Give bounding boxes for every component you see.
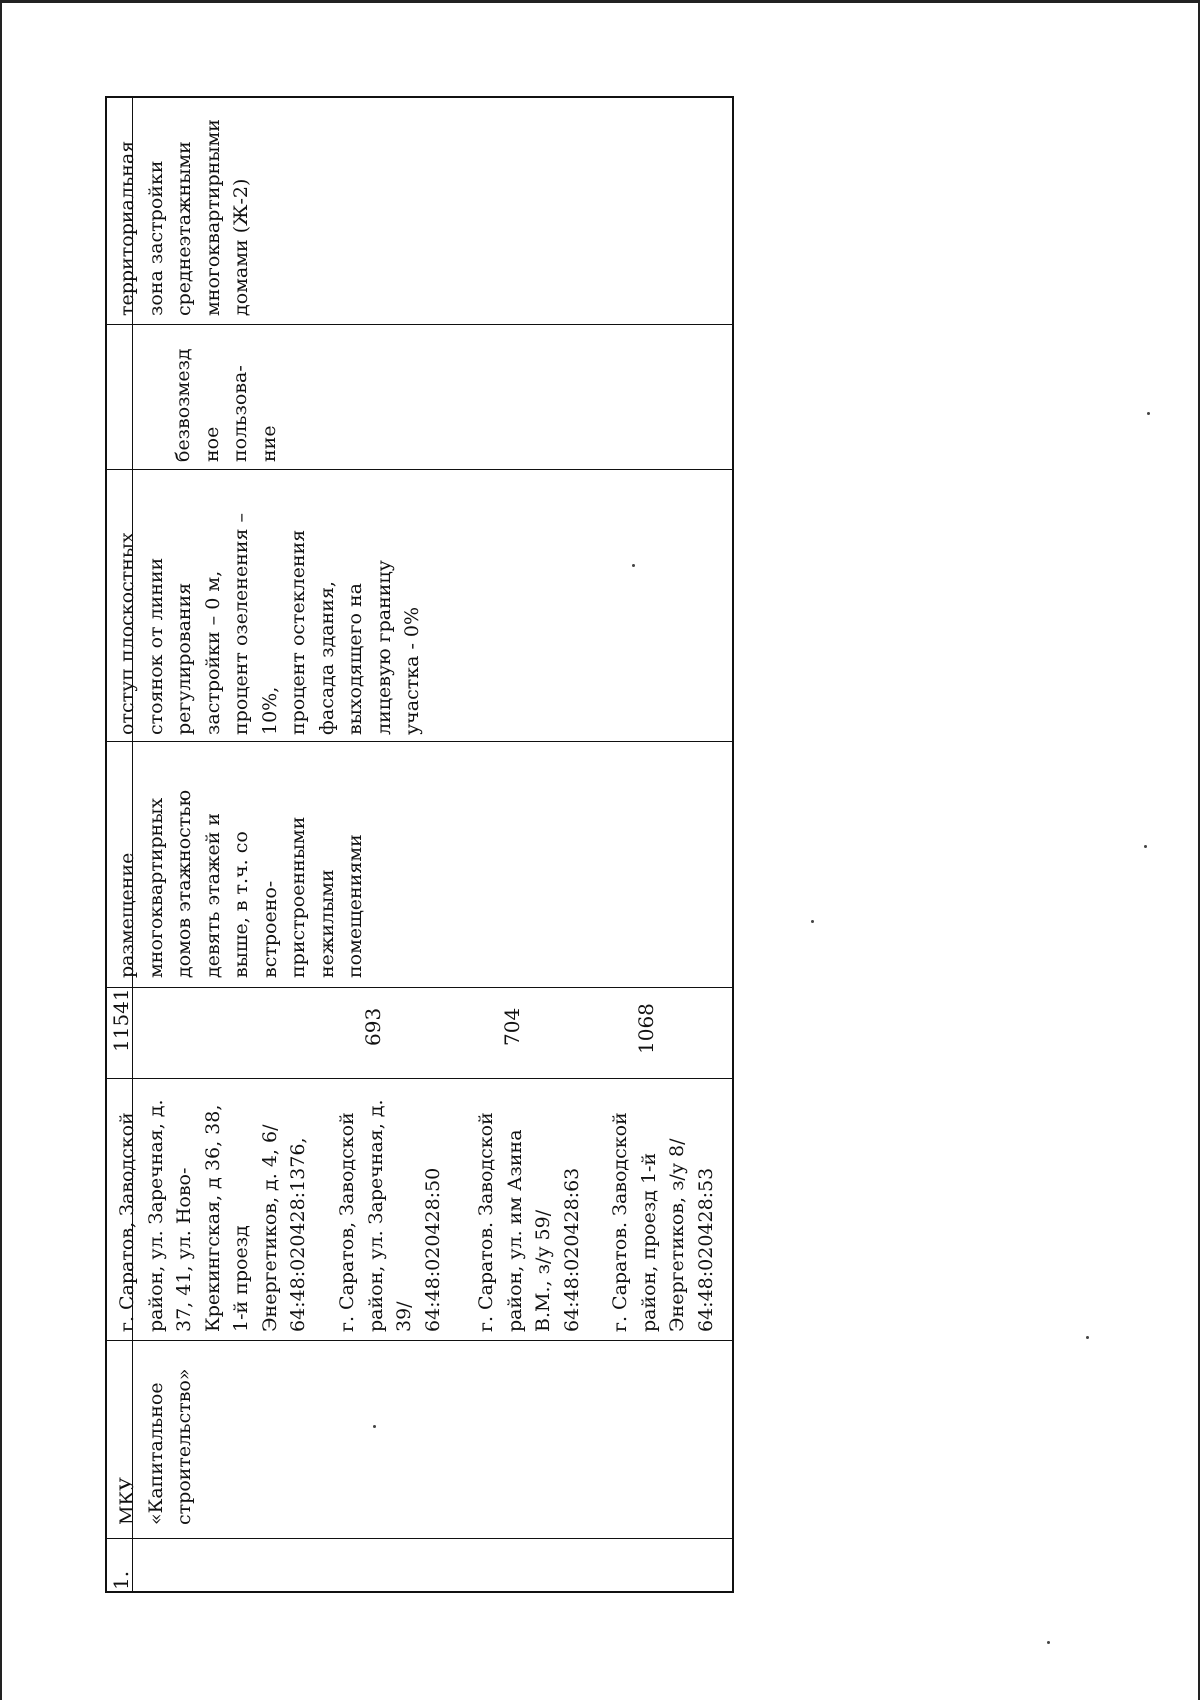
scan-speck bbox=[1144, 845, 1147, 848]
column-divider bbox=[105, 1340, 734, 1341]
scan-speck bbox=[632, 564, 635, 567]
scan-speck bbox=[1086, 1336, 1089, 1339]
territorial-zone-cell: территориальная зона застройки среднеэтажными многоквартирными домами (Ж-2) bbox=[116, 119, 252, 316]
scan-speck bbox=[1047, 1641, 1050, 1644]
scan-speck bbox=[373, 1425, 376, 1428]
parcel-area-4: 1068 bbox=[634, 1003, 658, 1054]
scan-speck bbox=[811, 920, 814, 923]
parcel-address-3: г. Саратов. Заводской район, ул. им Азина В.М., з/у 59/ 64:48:020428:63 bbox=[475, 1112, 583, 1332]
organization-cell: МКУ «Капитальное строительство» bbox=[116, 1368, 195, 1525]
scan-border-top bbox=[0, 0, 1200, 3]
table-border-bottom bbox=[105, 1591, 734, 1593]
scan-border-left bbox=[0, 0, 2, 1700]
column-divider bbox=[105, 1538, 734, 1539]
parameters-cell: отступ плоскостных стоянок от линии регулирования застройки – 0 м, процент озеленения – 10%, процент остекления фасада здания, выходящего на лицевую границу участка - 0% bbox=[116, 512, 423, 735]
parcel-address-1: г. Саратов, Заводской район, ул. Заречная, д. 37, 41, ул. Ново- Крекингская, д 36, 38, 1-й проезд Энергетиков, д. 4, 6/ 64:48:020428:1376, bbox=[116, 1099, 309, 1332]
parcel-address-4: г. Саратов. Заводской район, проезд 1-й Энергетиков, з/у 8/ 64:48:020428:53 bbox=[609, 1112, 717, 1332]
table-border-left bbox=[105, 96, 107, 1593]
column-divider bbox=[105, 987, 734, 988]
parcel-area-3: 704 bbox=[500, 1007, 524, 1046]
table-border-top bbox=[105, 96, 734, 98]
parcel-area-1: 11541 bbox=[109, 988, 133, 1052]
parcel-address-2: г. Саратов, Заводской район, ул. Заречная, д. 39/ 64:48:020428:50 bbox=[336, 1099, 444, 1332]
permitted-use-cell: размещение многоквартирных домов этажностью девять этажей и выше, в т.ч. со встроено- пристроенными нежилыми помещениями bbox=[116, 789, 366, 978]
parcel-area-2: 693 bbox=[361, 1007, 385, 1046]
row-number: 1. bbox=[109, 1570, 133, 1590]
scan-speck bbox=[1147, 412, 1150, 415]
table-border-right bbox=[732, 96, 734, 1593]
right-type-cell: безвозмезд ное пользова- ние bbox=[172, 348, 280, 462]
